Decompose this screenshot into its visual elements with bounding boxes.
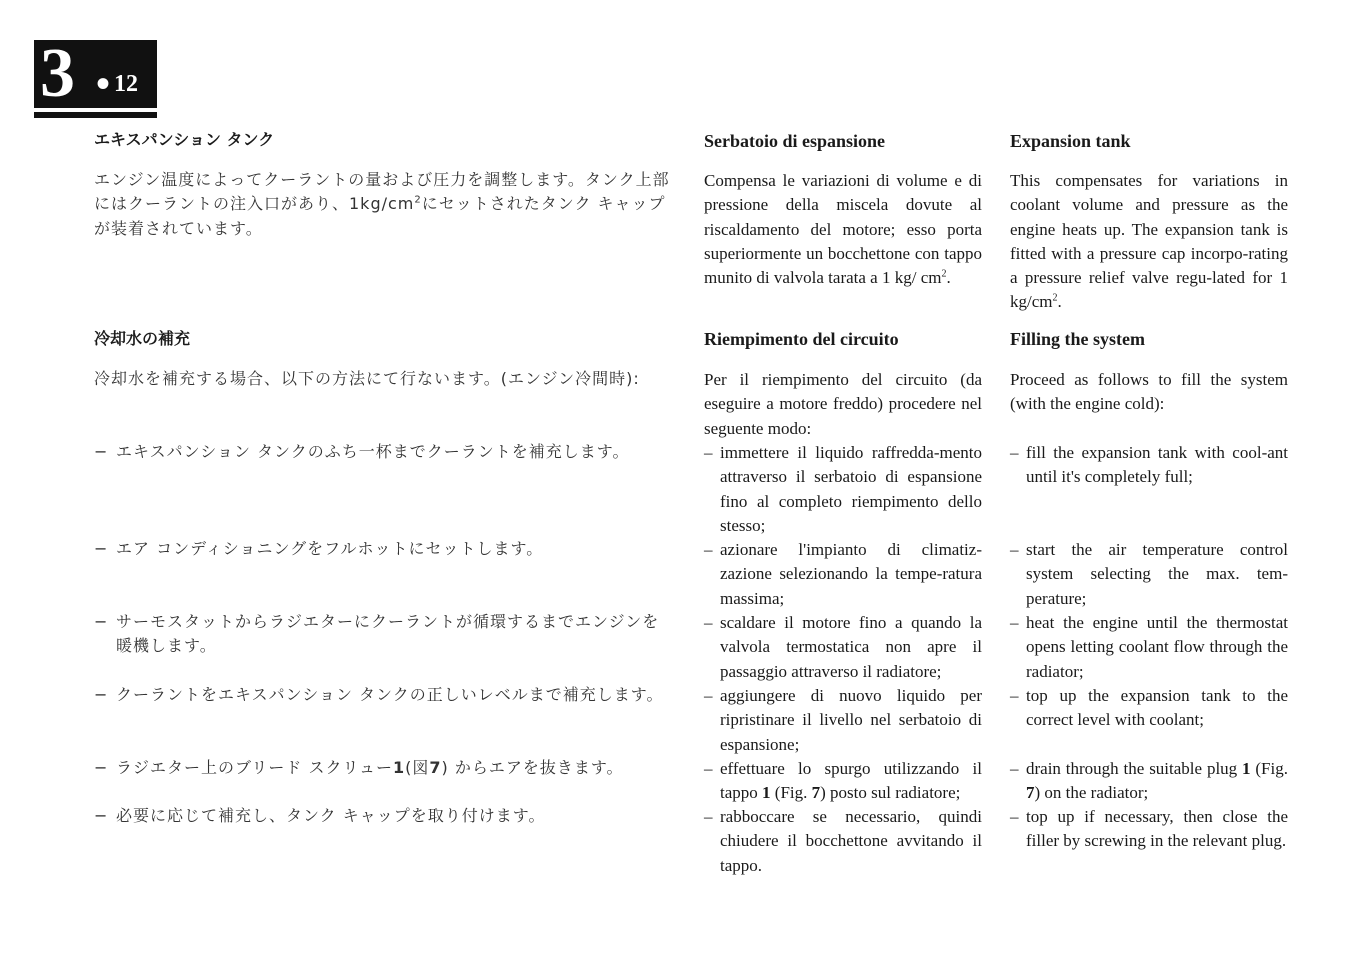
it-paragraph-expansion-tank bbox=[704, 169, 982, 290]
en-paragraph-filling-intro: Proceed as follows to fill the system (with the engine cold): bbox=[1010, 370, 1288, 414]
en-step-6 bbox=[1010, 805, 1288, 854]
ja-para1-text-a: エンジン温度によってクーラントの量および圧力を調整します。タンク上部にはクーラントの注入口があり、1kg/cm bbox=[94, 170, 670, 214]
ja-step-2 bbox=[94, 537, 676, 561]
en-step-1 bbox=[1010, 441, 1288, 490]
it-para1-text-b: . bbox=[946, 268, 951, 288]
it-step-3-text: scaldare il motore fino a quando la valvola termostatica non apre il passaggio attraverso il radiatore; bbox=[720, 613, 982, 681]
it-step-1-text: immettere il liquido raffredda-mento attraverso il serbatoio di espansione fino al completo riempimento dello stesso; bbox=[720, 443, 982, 535]
ja-step-5 bbox=[94, 756, 676, 780]
it-heading-expansion-tank: Serbatoio di espansione bbox=[704, 131, 886, 151]
ja-paragraph-filling-intro: 冷却水を補充する場合、以下の方法にて行ないます。(エンジン冷間時): bbox=[94, 369, 640, 388]
ja-step-5-figure-number: 7 bbox=[429, 758, 442, 777]
en-step-5 bbox=[1010, 757, 1288, 806]
it-heading-filling: Riempimento del circuito bbox=[704, 329, 899, 349]
en-step-2-text: start the air temperature control system selecting the max. tem-perature; bbox=[1026, 540, 1288, 608]
it-step-dash: – bbox=[704, 759, 713, 778]
en-step-dash: – bbox=[1010, 686, 1019, 705]
en-step-3 bbox=[1010, 611, 1288, 684]
en-step-dash: – bbox=[1010, 807, 1019, 826]
it-step-dash: – bbox=[704, 443, 713, 462]
section-minor-number: 12 bbox=[114, 71, 138, 97]
ja-step-5-post: ) からエアを抜きます。 bbox=[441, 758, 624, 777]
section-dot: • bbox=[96, 61, 111, 106]
ja-heading-expansion-tank: エキスパンション タンク bbox=[94, 130, 275, 149]
section-number-badge bbox=[34, 35, 157, 112]
ja-step-dash: − bbox=[94, 685, 109, 704]
en-step-dash: – bbox=[1010, 613, 1019, 632]
it-step-5-mid: (Fig. bbox=[770, 783, 812, 803]
ja-para1-text-b: にセットされたタンク キャップが装着されています。 bbox=[94, 194, 666, 238]
it-step-dash: – bbox=[704, 540, 713, 559]
ja-heading-filling: 冷却水の補充 bbox=[94, 329, 191, 348]
it-step-6-text: rabboccare se necessario, quindi chiudere il bocchettone avvitando il tappo. bbox=[720, 807, 982, 875]
en-step-dash: – bbox=[1010, 759, 1019, 778]
ja-step-5-pre: ラジエター上のブリード スクリュー bbox=[116, 758, 393, 777]
en-step-4 bbox=[1010, 684, 1288, 733]
en-step-3-text: heat the engine until the thermostat opens letting coolant flow through the radiator; bbox=[1026, 613, 1288, 681]
ja-step-6 bbox=[94, 804, 676, 828]
en-paragraph-expansion-tank bbox=[1010, 169, 1288, 315]
it-step-5-figure-number: 7 bbox=[811, 783, 821, 803]
ja-step-4 bbox=[94, 683, 676, 707]
en-step-dash: – bbox=[1010, 443, 1019, 462]
ja-step-dash: − bbox=[94, 806, 109, 825]
ja-step-3-text: サーモスタットからラジエターにクーラントが循環するまでエンジンを暖機します。 bbox=[116, 612, 660, 656]
en-step-1-text: fill the expansion tank with cool-ant until it's completely full; bbox=[1026, 443, 1288, 487]
ja-step-5-plug-number: 1 bbox=[392, 758, 406, 777]
en-para1-text-a: This compensates for variations in coolant volume and pressure as the engine heats up. The expansion tank is fitted with a pressure cap incorpo-rating a pressure relief valve regu-lated for 1 kg/cm bbox=[1010, 171, 1288, 312]
it-step-3 bbox=[704, 611, 982, 684]
en-heading-expansion-tank: Expansion tank bbox=[1010, 131, 1131, 151]
ja-step-6-text: 必要に応じて補充し、タンク キャップを取り付けます。 bbox=[116, 806, 546, 825]
section-rule bbox=[34, 112, 157, 118]
it-step-4 bbox=[704, 684, 982, 757]
it-para1-text-a: Compensa le variazioni di volume e di pressione della miscela dovute al riscaldamento del motore; esso porta superiormente un bocchettone con tappo munito di valvola tarata a 1 kg/ cm bbox=[704, 171, 982, 288]
it-step-1 bbox=[704, 441, 982, 538]
en-heading-filling: Filling the system bbox=[1010, 329, 1145, 349]
it-step-2-text: azionare l'impianto di climatiz-zazione selezionando la tempe-ratura massima; bbox=[720, 540, 982, 608]
it-step-dash: – bbox=[704, 807, 713, 826]
section-major-number: 3 bbox=[40, 35, 75, 112]
it-paragraph-filling-intro: Per il riempimento del circuito (da eseguire a motore freddo) procedere nel seguente modo: bbox=[704, 370, 982, 438]
it-step-5-plug-number: 1 bbox=[762, 783, 771, 803]
en-step-dash: – bbox=[1010, 540, 1019, 559]
en-para1-sup: 2 bbox=[1052, 292, 1058, 304]
it-step-dash: – bbox=[704, 613, 713, 632]
it-para1-sup: 2 bbox=[941, 268, 947, 280]
ja-step-dash: − bbox=[94, 758, 109, 777]
ja-step-2-text: エア コンディショニングをフルホットにセットします。 bbox=[116, 539, 544, 558]
it-step-5 bbox=[704, 757, 982, 806]
it-step-5-post: ) posto sul radiatore; bbox=[820, 783, 961, 803]
en-step-5-mid: (Fig. bbox=[1250, 759, 1288, 778]
ja-step-dash: − bbox=[94, 539, 109, 558]
ja-step-dash: − bbox=[94, 442, 109, 461]
ja-step-4-text: クーラントをエキスパンション タンクの正しいレベルまで補充します。 bbox=[116, 685, 664, 704]
en-step-5-post: ) on the radiator; bbox=[1034, 783, 1149, 803]
en-step-5-plug-number: 1 bbox=[1242, 759, 1251, 778]
en-step-2 bbox=[1010, 538, 1288, 611]
it-step-6 bbox=[704, 805, 982, 878]
ja-step-5-mid: (図 bbox=[405, 758, 430, 777]
ja-paragraph-expansion-tank bbox=[94, 168, 676, 241]
it-step-5-pre: effettuare lo spurgo utilizzando il tappo bbox=[720, 759, 982, 803]
ja-para1-sup: 2 bbox=[414, 194, 422, 206]
it-step-2 bbox=[704, 538, 982, 611]
en-para1-text-b: . bbox=[1057, 292, 1062, 312]
ja-step-dash: − bbox=[94, 612, 109, 631]
en-step-4-text: top up the expansion tank to the correct level with coolant; bbox=[1026, 686, 1288, 730]
en-step-5-figure-number: 7 bbox=[1026, 783, 1035, 803]
en-step-6-text: top up if necessary, then close the filler by screwing in the relevant plug. bbox=[1026, 807, 1288, 851]
it-step-dash: – bbox=[704, 686, 713, 705]
ja-step-1-text: エキスパンション タンクのふち一杯までクーラントを補充します。 bbox=[116, 442, 630, 461]
ja-step-1 bbox=[94, 440, 676, 464]
ja-step-3 bbox=[94, 610, 676, 659]
en-step-5-pre: drain through the suitable plug bbox=[1026, 759, 1243, 778]
it-step-4-text: aggiungere di nuovo liquido per ripristinare il livello nel serbatoio di espansione; bbox=[720, 686, 982, 754]
